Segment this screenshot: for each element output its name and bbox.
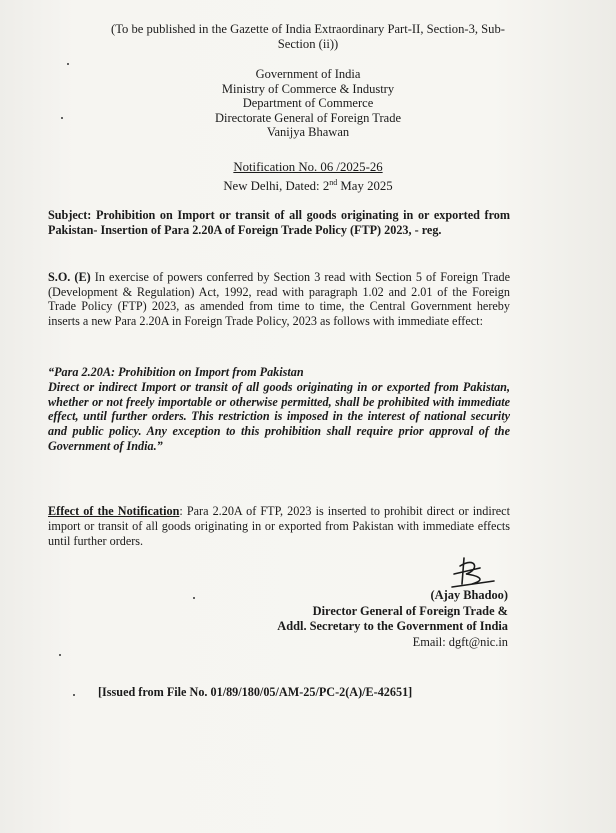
scan-speck bbox=[67, 63, 69, 65]
statutory-order bbox=[48, 270, 510, 328]
building-line: Vanijya Bhawan bbox=[266, 125, 350, 140]
notification-date: New Delhi, Dated: 2nd May 2025 bbox=[223, 178, 393, 193]
signature-mark bbox=[446, 554, 496, 590]
scan-speck bbox=[193, 597, 195, 599]
scan-speck bbox=[73, 694, 75, 696]
department-line: Department of Commerce bbox=[242, 96, 374, 111]
para-2-20a bbox=[48, 365, 510, 454]
so-text: In exercise of powers conferred by Section 3 read with Section 5 of Foreign Trade (Development & Regulation) Act, 1992, read with paragraph 1.02 and 2.01 of the Foreign Trade Policy (FTP) 2023, as amended from time to time, the Central Government hereby inserts a new Para 2.20A in Foreign Trade Policy, 2023 as follows with immediate effect: bbox=[48, 270, 510, 328]
notification-number: Notification No. 06 /2025-26 bbox=[233, 160, 383, 174]
signatory-name: (Ajay Bhadoo) bbox=[430, 588, 508, 602]
ministry-line: Ministry of Commerce & Industry bbox=[221, 81, 395, 96]
so-label: S.O. (E) bbox=[48, 270, 91, 284]
directorate-line: Directorate General of Foreign Trade bbox=[214, 110, 402, 125]
govt-line: Government of India bbox=[255, 67, 361, 81]
signatory-title-1: Director General of Foreign Trade & bbox=[312, 603, 508, 618]
gazette-line-2: Section (ii)) bbox=[277, 37, 339, 51]
effect-of-notification bbox=[48, 504, 510, 550]
signatory-email: Email: dgft@nic.in bbox=[412, 634, 508, 649]
notification-header bbox=[0, 159, 616, 194]
gazette-heading bbox=[40, 22, 576, 52]
signatory-title-2: Addl. Secretary to the Government of India bbox=[277, 619, 508, 633]
signatory-block bbox=[200, 588, 508, 650]
para-heading: “Para 2.20A: Prohibition on Import from Pakistan bbox=[48, 365, 304, 379]
file-reference: [Issued from File No. 01/89/180/05/AM-25/PC-2(A)/E-42651] bbox=[98, 685, 413, 699]
scan-speck bbox=[61, 117, 63, 119]
scan-speck bbox=[59, 654, 61, 656]
effect-label: Effect of the Notification bbox=[48, 504, 180, 518]
para-body: Direct or indirect Import or transit of all goods originating in or exported from Pakistan, whether or not freely importable or otherwise permitted, shall be prohibited with immediate effect, until further orders. This restriction is imposed in the interest of national security and public policy. Any exception to this prohibition shall require prior approval of the Government of India.” bbox=[48, 379, 510, 453]
effect-text: : Para 2.20A of FTP, 2023 is inserted to prohibit direct or indirect import or transit of all goods originating in or exported from Pakistan with immediate effects until further orders. bbox=[48, 504, 510, 549]
issuing-authority bbox=[0, 67, 616, 140]
gazette-line-1: (To be published in the Gazette of India Extraordinary Part-II, Section-3, Sub- bbox=[111, 22, 505, 36]
subject: Subject: Prohibition on Import or transit of all goods originating in or exported from Pakistan- Insertion of Para 2.20A of Foreign Trade Policy (FTP) 2023, - reg. bbox=[48, 208, 510, 237]
